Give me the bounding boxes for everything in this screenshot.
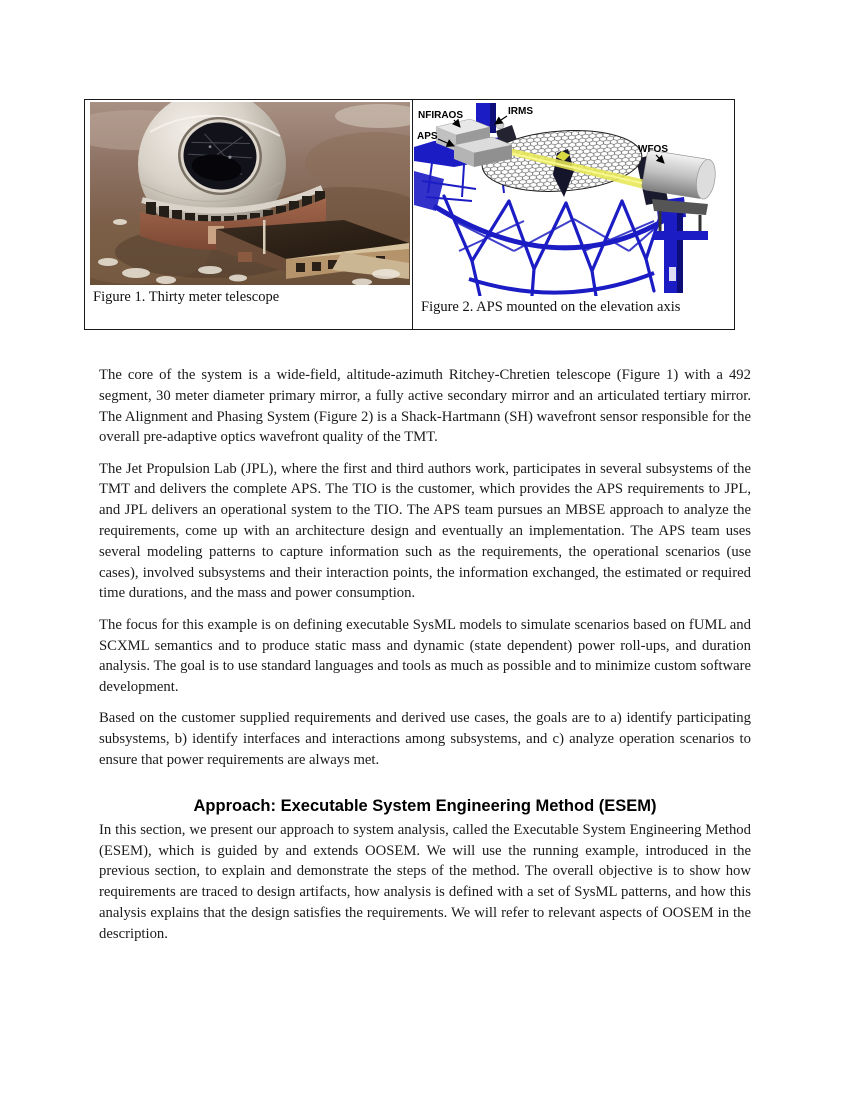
label-nfiraos: NFIRAOS xyxy=(418,110,463,121)
figure1-telescope-photo xyxy=(90,102,410,285)
body-text xyxy=(99,365,751,955)
paragraph-5: In this section, we present our approach to system analysis, called the Executable System Engineering Method (ESEM), which is guided by and extends OOSEM. We will use the running example, introduced in the previous section, to explain and demonstrate the steps of the method. The overall objective is to show how requirements are traced to design artifacts, how analysis is defined with a set of SysML patterns, and how this analysis explains that the design satisfies the requirements. We will refer to relevant aspects of OOSEM in the description. xyxy=(99,821,751,942)
figure1-cell xyxy=(85,100,413,329)
figure-table xyxy=(84,99,735,330)
figure2-caption: Figure 2. APS mounted on the elevation axis xyxy=(421,299,681,315)
paragraph-2: The Jet Propulsion Lab (JPL), where the first and third authors work, participates in several subsystems of the TMT and delivers the complete APS. The TIO is the customer, which provides the APS requirements to JPL, and JPL delivers an operational system to the TIO. The APS team pursues an MBSE approach to analyze the requirements, come up with an architecture design and eventually an implementation. The APS team uses several modeling patterns to capture information such as the requirements, the operational scenarios (use cases), involved subsystems and their interaction points, the information exchanged, the estimated or required time durations, and the mass and power consumption. xyxy=(99,460,751,602)
label-wfos: WFOS xyxy=(638,144,668,155)
label-aps: APS xyxy=(417,131,438,142)
figure2-aps-diagram xyxy=(414,101,734,296)
paragraph-1: The core of the system is a wide-field, altitude-azimuth Ritchey-Chretien telescope (Figure 1) with a 492 segment, 30 meter diameter primary mirror, a fully active secondary mirror and an articulated tertiary mirror. The Alignment and Phasing System (Figure 2) is a Shack-Hartmann (SH) wavefront sensor responsible for the overall pre-adaptive optics wavefront quality of the TMT. xyxy=(99,367,751,446)
section-heading: Approach: Executable System Engineering Method (ESEM) xyxy=(193,796,657,815)
figure2-cell xyxy=(413,100,734,329)
paragraph-4: Based on the customer supplied requirements and derived use cases, the goals are to a) identify participating subsystems, b) identify interfaces and interactions among subsystems, and c) analyze operation scenarios to ensure that power requirements are always met. xyxy=(99,710,751,769)
label-irms: IRMS xyxy=(508,106,533,117)
figure1-caption: Figure 1. Thirty meter telescope xyxy=(93,289,280,305)
paragraph-3: The focus for this example is on defining executable SysML models to simulate scenarios based on fUML and SCXML semantics and to produce static mass and dynamic (state dependent) power roll-ups, and duration analysis. The goal is to use standard languages and tools as much as possible and to minimize custom software development. xyxy=(99,616,751,696)
